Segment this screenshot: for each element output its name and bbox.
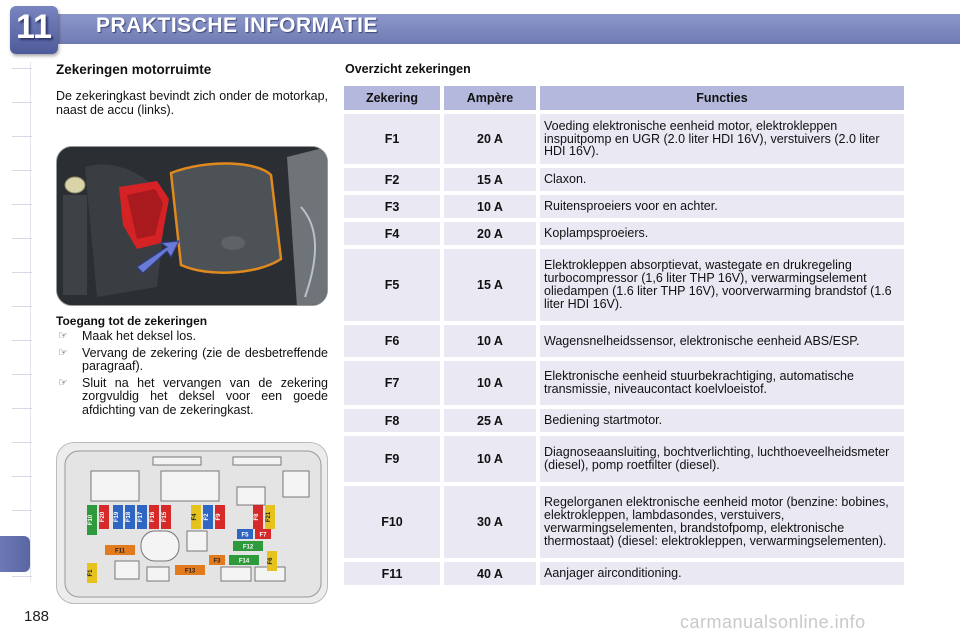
fusebox-illustration bbox=[57, 443, 329, 605]
fuse-cell: F6 bbox=[344, 325, 440, 357]
fuse-cell: F11 bbox=[344, 562, 440, 585]
page-number: 188 bbox=[24, 608, 50, 625]
table-row bbox=[344, 409, 904, 432]
fuse-label: F2 bbox=[204, 513, 210, 521]
fuse-label: F20 bbox=[100, 511, 106, 523]
engine-bay-illustration bbox=[57, 147, 328, 306]
amp-cell: 10 A bbox=[444, 436, 536, 482]
table-row bbox=[344, 168, 904, 191]
fuse-label: F11 bbox=[114, 548, 126, 555]
fuse-f11 bbox=[105, 545, 135, 555]
list-item bbox=[56, 330, 328, 344]
chapter-title: PRAKTISCHE INFORMATIE bbox=[96, 14, 378, 37]
watermark: carmanualsonline.info bbox=[680, 612, 866, 632]
page-header bbox=[0, 0, 960, 48]
table-row bbox=[344, 114, 904, 164]
fuse-f6 bbox=[267, 551, 277, 571]
function-cell: Diagnoseaansluiting, bochtverlichting, luchthoeveelheidsmeter (diesel), pomp roetfilter (diesel). bbox=[540, 436, 904, 482]
fuse-f7 bbox=[255, 529, 271, 539]
fuse-f2 bbox=[203, 505, 213, 529]
amp-cell: 10 A bbox=[444, 325, 536, 357]
fuse-cell: F3 bbox=[344, 195, 440, 218]
edge-tab bbox=[12, 340, 32, 341]
step-text: Vervang de zekering (zie de desbetreffende paragraaf). bbox=[82, 345, 328, 373]
fuse-f8 bbox=[253, 505, 263, 529]
list-item bbox=[56, 347, 328, 374]
edge-divider bbox=[30, 62, 31, 582]
fuse-label: F21 bbox=[266, 511, 272, 523]
column-header: Ampère bbox=[444, 86, 536, 110]
fuse-f1 bbox=[87, 563, 97, 583]
edge-tab bbox=[12, 204, 32, 205]
fuse-label: F18 bbox=[126, 511, 132, 523]
table-row bbox=[344, 562, 904, 585]
fuse-label: F3 bbox=[213, 558, 221, 565]
edge-tab bbox=[12, 442, 32, 443]
edge-tab bbox=[12, 102, 32, 103]
edge-tab bbox=[12, 408, 32, 409]
function-cell: Bediening startmotor. bbox=[540, 409, 904, 432]
fuse-label: F6 bbox=[268, 557, 274, 565]
pointing-hand-icon: ☞ bbox=[58, 330, 68, 342]
function-cell: Koplampsproeiers. bbox=[540, 222, 904, 245]
chapter-edge-tabs bbox=[0, 62, 34, 582]
amp-cell: 25 A bbox=[444, 409, 536, 432]
function-cell: Aanjager airconditioning. bbox=[540, 562, 904, 585]
table-row bbox=[344, 436, 904, 482]
edge-tab bbox=[12, 170, 32, 171]
edge-tab bbox=[12, 576, 32, 577]
step-text: Sluit na het vervangen van de zekering zorgvuldig het deksel voor een goede afdichting van de zekeringkast. bbox=[82, 375, 328, 417]
table-row bbox=[344, 222, 904, 245]
edge-tab bbox=[12, 136, 32, 137]
table-header-row bbox=[344, 86, 904, 110]
fuse-f19 bbox=[113, 505, 123, 529]
fuse-table bbox=[344, 86, 904, 589]
fuse-f21 bbox=[265, 505, 275, 529]
amp-cell: 15 A bbox=[444, 249, 536, 321]
amp-cell: 30 A bbox=[444, 486, 536, 558]
column-header: Zekering bbox=[344, 86, 440, 110]
fuse-cell: F10 bbox=[344, 486, 440, 558]
table-row bbox=[344, 486, 904, 558]
step-text: Maak het deksel los. bbox=[82, 329, 196, 343]
fuse-label: F17 bbox=[138, 511, 144, 523]
fuse-label: F16 bbox=[150, 511, 156, 523]
fuse-label: F12 bbox=[242, 544, 254, 551]
amp-cell: 20 A bbox=[444, 222, 536, 245]
fuse-f12 bbox=[233, 541, 263, 551]
function-cell: Voeding elektronische eenheid motor, elektrokleppen inspuitpomp en UGR (2.0 liter HDI 16V), verstuivers (2.0 liter HDI 16V). bbox=[540, 114, 904, 164]
fuse-label: F19 bbox=[114, 511, 120, 523]
fuse-f16 bbox=[149, 505, 159, 529]
fuse-cell: F7 bbox=[344, 361, 440, 405]
fuse-cell: F4 bbox=[344, 222, 440, 245]
edge-tab bbox=[12, 68, 32, 69]
amp-cell: 10 A bbox=[444, 195, 536, 218]
table-row bbox=[344, 361, 904, 405]
edge-tab bbox=[12, 510, 32, 511]
fuse-label: F9 bbox=[216, 513, 222, 521]
amp-cell: 10 A bbox=[444, 361, 536, 405]
amp-cell: 40 A bbox=[444, 562, 536, 585]
function-cell: Ruitensproeiers voor en achter. bbox=[540, 195, 904, 218]
table-row bbox=[344, 325, 904, 357]
fuse-label: F10 bbox=[88, 514, 94, 526]
fusebox-diagram bbox=[56, 442, 328, 604]
fuse-cell: F9 bbox=[344, 436, 440, 482]
pointing-hand-icon: ☞ bbox=[58, 376, 68, 389]
fuse-cell: F8 bbox=[344, 409, 440, 432]
fuse-cell: F2 bbox=[344, 168, 440, 191]
fuse-cell: F1 bbox=[344, 114, 440, 164]
pointing-hand-icon: ☞ bbox=[58, 346, 68, 359]
fuse-cell: F5 bbox=[344, 249, 440, 321]
chapter-number: 11 bbox=[16, 8, 52, 46]
function-cell: Elektrokleppen absorptievat, wastegate en drukregeling turbocompressor (1,6 liter THP 16V), verwarmingselement oliedampen (1.6 liter THP 16V), voorverwarming brandstof (1.6 liter HDI 16V). bbox=[540, 249, 904, 321]
fuse-f9 bbox=[215, 505, 225, 529]
edge-tab bbox=[12, 272, 32, 273]
fuse-f5 bbox=[237, 529, 253, 539]
section-title: Zekeringen motorruimte bbox=[56, 62, 212, 77]
fuse-label: F14 bbox=[238, 558, 250, 565]
fuse-f10 bbox=[87, 505, 97, 535]
fuse-f13 bbox=[175, 565, 205, 575]
fuse-f18 bbox=[125, 505, 135, 529]
amp-cell: 20 A bbox=[444, 114, 536, 164]
fuse-label: F8 bbox=[254, 513, 260, 521]
edge-tab bbox=[12, 306, 32, 307]
fuse-label: F1 bbox=[88, 569, 94, 577]
edge-tab bbox=[12, 476, 32, 477]
fuse-f20 bbox=[99, 505, 109, 529]
edge-tab-active bbox=[0, 536, 30, 572]
function-cell: Elektronische eenheid stuurbekrachtiging, automatische transmissie, niveaucontact koelvloeistof. bbox=[540, 361, 904, 405]
access-steps bbox=[56, 330, 328, 420]
fuse-label: F7 bbox=[259, 532, 267, 539]
function-cell: Claxon. bbox=[540, 168, 904, 191]
fuse-f3 bbox=[209, 555, 225, 565]
fuse-f17 bbox=[137, 505, 147, 529]
column-header: Functies bbox=[540, 86, 904, 110]
edge-tab bbox=[12, 238, 32, 239]
fuse-f15 bbox=[161, 505, 171, 529]
fuse-label: F15 bbox=[162, 511, 168, 523]
table-title: Overzicht zekeringen bbox=[345, 62, 471, 76]
fuse-f4 bbox=[191, 505, 201, 529]
access-title: Toegang tot de zekeringen bbox=[56, 314, 208, 328]
left-column bbox=[56, 60, 328, 117]
function-cell: Regelorganen elektronische eenheid motor (benzine: bobines, elektrokleppen, lambdasondes, verstuivers, verwarmingselementen, brandstofpomp, elektronische thermostaat) (diesel: elektrokleppen, verwarmingselementen). bbox=[540, 486, 904, 558]
list-item bbox=[56, 377, 328, 418]
function-cell: Wagensnelheidssensor, elektronische eenheid ABS/ESP. bbox=[540, 325, 904, 357]
fuse-label: F13 bbox=[184, 568, 196, 575]
table-row bbox=[344, 195, 904, 218]
fuse-label: F5 bbox=[241, 532, 249, 539]
fuse-f14 bbox=[229, 555, 259, 565]
table-row bbox=[344, 249, 904, 321]
edge-tab bbox=[12, 374, 32, 375]
fuse-label: F4 bbox=[192, 513, 198, 521]
amp-cell: 15 A bbox=[444, 168, 536, 191]
intro-paragraph: De zekeringkast bevindt zich onder de motorkap, naast de accu (links). bbox=[56, 89, 328, 117]
engine-bay-photo bbox=[56, 146, 328, 306]
